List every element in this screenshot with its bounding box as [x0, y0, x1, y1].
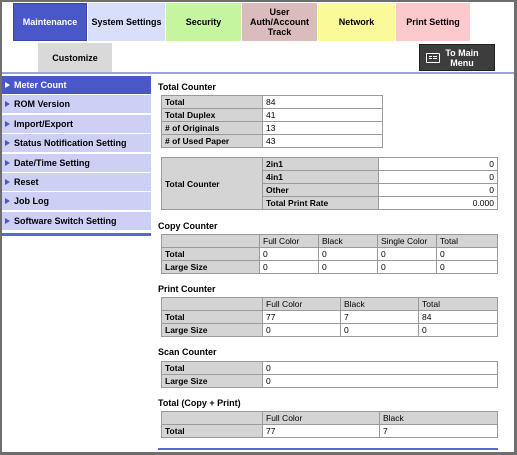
sidebar-item-label: Software Switch Setting	[14, 215, 117, 226]
cell: 77	[263, 425, 380, 438]
row-label: 4in1	[263, 171, 379, 184]
table-row	[162, 248, 498, 261]
arrow-right-icon	[5, 101, 10, 107]
table-header-row	[162, 412, 498, 425]
print-counter-title: Print Counter	[158, 284, 216, 294]
arrow-right-icon	[5, 82, 10, 88]
sidebar-item-job-log[interactable]	[2, 192, 151, 211]
cell: 84	[419, 311, 498, 324]
scan-counter-table	[161, 361, 498, 388]
table-row	[162, 96, 383, 109]
cell: 0	[260, 248, 319, 261]
column-header: Black	[380, 412, 498, 425]
cell: 0	[378, 248, 437, 261]
sidebar-item-label: Meter Count	[14, 80, 67, 90]
copy-counter-title: Copy Counter	[158, 221, 218, 231]
table-row	[162, 109, 383, 122]
table-row	[162, 311, 498, 324]
total-counter-detail-table	[161, 157, 498, 210]
row-value: 0	[379, 184, 498, 197]
row-value: 0	[379, 158, 498, 171]
arrow-right-icon	[5, 218, 10, 224]
row-label: # of Originals	[162, 122, 263, 135]
sidebar-item-label: Job Log	[14, 196, 49, 207]
sidebar-bottom-bar	[2, 233, 151, 236]
tab-system-settings[interactable]: System Settings	[88, 3, 165, 41]
sidebar-item-software-switch-setting[interactable]	[2, 212, 151, 231]
cell: 7	[341, 311, 419, 324]
table-row	[162, 425, 498, 438]
sidebar-item-label: Import/Export	[14, 118, 74, 129]
column-header: Black	[319, 235, 378, 248]
row-label: Other	[263, 184, 379, 197]
sidebar-item-meter-count[interactable]	[2, 76, 151, 95]
table-row	[162, 362, 498, 375]
table-row	[162, 261, 498, 274]
header-divider	[2, 72, 514, 74]
row-label: # of Used Paper	[162, 135, 263, 148]
row-label: Total	[162, 96, 263, 109]
table-row	[162, 324, 498, 337]
sidebar-item-label: ROM Version	[14, 99, 71, 110]
cell: 0	[319, 248, 378, 261]
sidebar-item-label: Date/Time Setting	[14, 157, 90, 168]
sidebar-item-label: Status Notification Setting	[14, 138, 127, 149]
table-row	[162, 375, 498, 388]
to-main-menu-button[interactable]	[419, 44, 495, 71]
row-label: Total	[162, 311, 263, 324]
row-value: 0	[263, 375, 498, 388]
row-value: 43	[263, 135, 383, 148]
tab-network[interactable]: Network	[318, 3, 395, 41]
cell: 7	[380, 425, 498, 438]
cell: 0	[437, 261, 498, 274]
tab-user-auth-account-track[interactable]: User Auth/Account Track	[242, 3, 317, 41]
sidebar	[2, 76, 151, 231]
print-counter-table	[161, 297, 498, 337]
column-header: Black	[341, 298, 419, 311]
row-label: Total	[162, 425, 263, 438]
total-copy-print-title: Total (Copy + Print)	[158, 398, 241, 408]
sidebar-item-label: Reset	[14, 176, 39, 187]
scan-counter-title: Scan Counter	[158, 347, 217, 357]
row-label: Total	[162, 248, 260, 261]
main-menu-icon	[426, 53, 440, 63]
cell: 0	[319, 261, 378, 274]
table-row	[162, 158, 498, 171]
row-value: 0	[379, 171, 498, 184]
column-header: Total	[437, 235, 498, 248]
cell: 77	[263, 311, 341, 324]
tab-print-setting[interactable]: Print Setting	[396, 3, 470, 41]
row-label: Total Print Rate	[263, 197, 379, 210]
row-value: 84	[263, 96, 383, 109]
cell: 0	[419, 324, 498, 337]
cell: 0	[260, 261, 319, 274]
sidebar-item-status-notification-setting[interactable]	[2, 134, 151, 153]
column-header: Total	[419, 298, 498, 311]
cell: 0	[341, 324, 419, 337]
sidebar-item-reset[interactable]	[2, 173, 151, 192]
row-label: Total	[162, 362, 263, 375]
row-value: 41	[263, 109, 383, 122]
column-header: Single Color	[378, 235, 437, 248]
row-label: Total Duplex	[162, 109, 263, 122]
row-label: Large Size	[162, 375, 263, 388]
content-bottom-bar	[158, 448, 498, 450]
row-value: 0	[263, 362, 498, 375]
corner-cell	[162, 298, 263, 311]
total-counter-title: Total Counter	[158, 82, 216, 92]
sidebar-item-date-time-setting[interactable]	[2, 154, 151, 173]
total-copy-print-table	[161, 411, 498, 438]
row-value: 13	[263, 122, 383, 135]
table-row	[162, 135, 383, 148]
arrow-right-icon	[5, 160, 10, 166]
arrow-right-icon	[5, 198, 10, 204]
table-header-row	[162, 235, 498, 248]
corner-cell	[162, 235, 260, 248]
cell: 0	[437, 248, 498, 261]
total-counter-table	[161, 95, 383, 148]
sidebar-item-import-export[interactable]	[2, 115, 151, 134]
row-value: 0.000	[379, 197, 498, 210]
column-header: Full Color	[263, 412, 380, 425]
cell: 0	[263, 324, 341, 337]
row-label: 2in1	[263, 158, 379, 171]
copy-counter-table	[161, 234, 498, 274]
column-header: Full Color	[263, 298, 341, 311]
row-label: Large Size	[162, 261, 260, 274]
row-label: Large Size	[162, 324, 263, 337]
column-header: Full Color	[260, 235, 319, 248]
arrow-right-icon	[5, 179, 10, 185]
tab-customize[interactable]: Customize	[38, 43, 112, 72]
table-header-row	[162, 298, 498, 311]
group-label: Total Counter	[162, 158, 263, 210]
tab-maintenance[interactable]: Maintenance	[13, 3, 87, 41]
to-main-menu-label: To Main Menu	[445, 47, 479, 68]
sidebar-item-rom-version[interactable]	[2, 95, 151, 114]
arrow-right-icon	[5, 121, 10, 127]
table-row	[162, 122, 383, 135]
corner-cell	[162, 412, 263, 425]
cell: 0	[378, 261, 437, 274]
tab-security[interactable]: Security	[166, 3, 241, 41]
arrow-right-icon	[5, 140, 10, 146]
